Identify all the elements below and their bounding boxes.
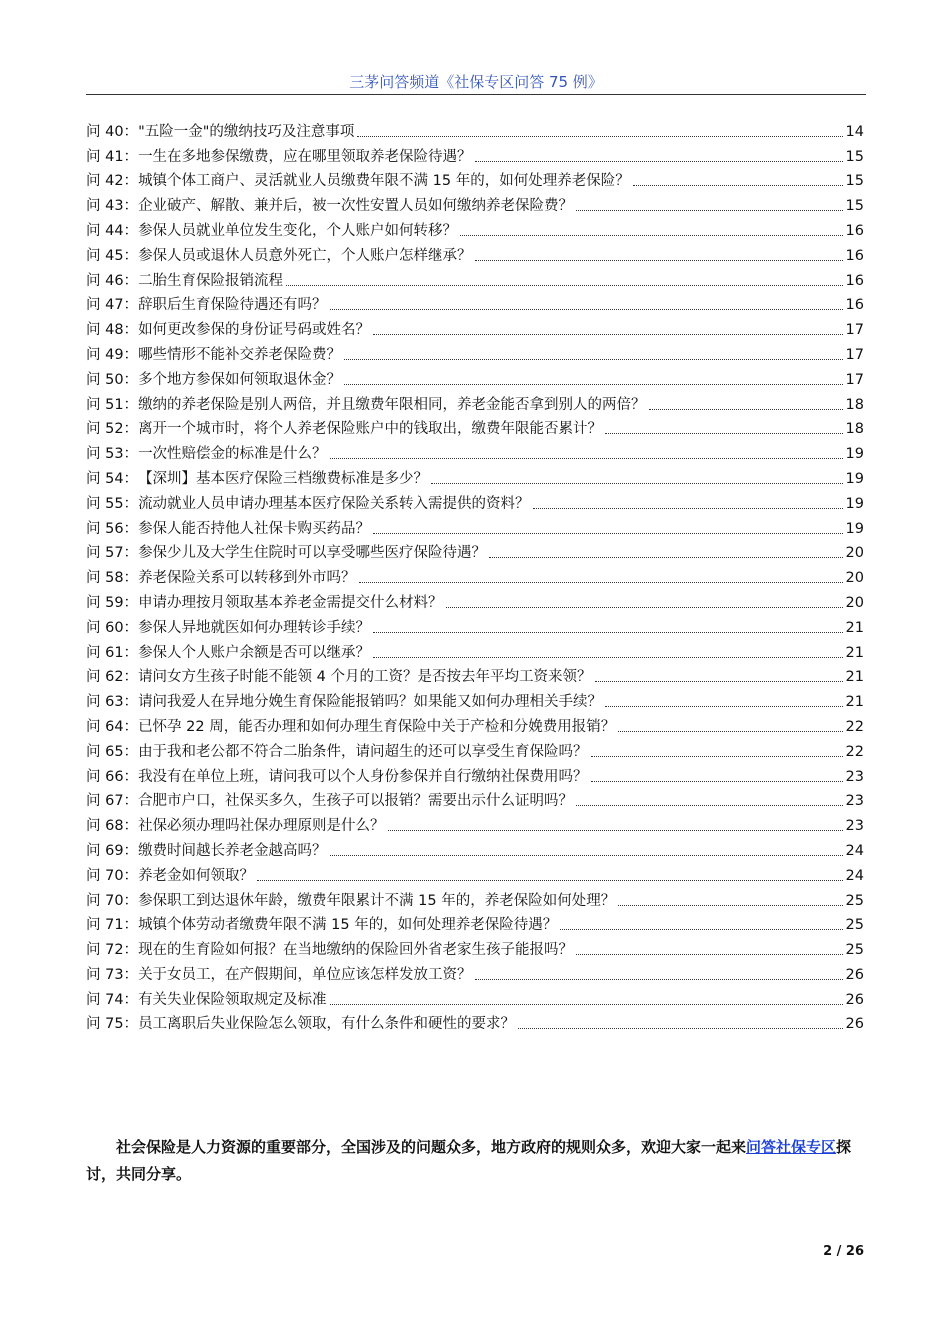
toc-entry-title: 参保少儿及大学生住院时可以享受哪些医疗保险待遇？ <box>138 545 487 562</box>
toc-entry-page: 17 <box>845 371 864 388</box>
toc-dot-leader <box>649 409 843 410</box>
toc-dot-leader <box>475 979 843 980</box>
toc-entry[interactable] <box>86 340 864 365</box>
toc-entry-page: 19 <box>845 495 864 512</box>
toc-entry-title: 一次性赔偿金的标准是什么？ <box>138 446 327 463</box>
toc-dot-leader <box>533 508 843 509</box>
toc-entry-title: 现在的生育险如何报？在当地缴纳的保险回外省老家生孩子能报吗？ <box>138 942 574 959</box>
toc-entry[interactable] <box>86 365 864 390</box>
toc-dot-leader <box>446 607 843 608</box>
toc-entry[interactable] <box>86 687 864 712</box>
toc-entry-number: 问 74： <box>86 991 139 1008</box>
toc-entry-page: 21 <box>845 644 864 661</box>
toc-entry[interactable] <box>86 117 864 142</box>
toc-entry[interactable] <box>86 911 864 936</box>
toc-entry-title: 参保人个人账户余额是否可以继承？ <box>138 644 371 661</box>
toc-entry-number: 问 42： <box>86 173 139 190</box>
closing-note <box>86 1134 866 1188</box>
toc-entry[interactable] <box>86 241 864 266</box>
toc-entry[interactable] <box>86 216 864 241</box>
toc-entry-page: 22 <box>845 743 864 760</box>
toc-entry-title: 社保必须办理吗社保办理原则是什么？ <box>138 818 385 835</box>
toc-entry-page: 24 <box>845 842 864 859</box>
toc-entry-number: 问 52： <box>86 421 139 438</box>
toc-entry-title: 参保职工到达退休年龄，缴费年限累计不满 15 年的，养老保险如何处理？ <box>138 892 616 909</box>
toc-entry-page: 21 <box>845 669 864 686</box>
toc-entry-number: 问 53： <box>86 446 139 463</box>
toc-dot-leader <box>431 483 842 484</box>
table-of-contents <box>86 117 864 1034</box>
toc-entry[interactable] <box>86 985 864 1010</box>
toc-entry[interactable] <box>86 836 864 861</box>
toc-entry-page: 23 <box>845 793 864 810</box>
toc-entry-number: 问 56： <box>86 520 139 537</box>
toc-entry-page: 21 <box>845 619 864 636</box>
toc-entry-title: 员工离职后失业保险怎么领取，有什么条件和硬性的要求？ <box>138 1016 516 1033</box>
toc-entry-page: 21 <box>845 694 864 711</box>
toc-entry-page: 19 <box>845 520 864 537</box>
toc-entry[interactable] <box>86 861 864 886</box>
toc-entry[interactable] <box>86 439 864 464</box>
toc-entry-number: 问 75： <box>86 1016 139 1033</box>
toc-entry-title: 参保人异地就医如何办理转诊手续？ <box>138 619 371 636</box>
toc-entry-number: 问 73： <box>86 966 139 983</box>
toc-entry-title: 有关失业保险领取规定及标准 <box>138 991 327 1008</box>
toc-entry-title: 企业破产、解散、兼并后，被一次性安置人员如何缴纳养老保险费？ <box>138 198 574 215</box>
closing-note-text-after: 探讨，共同分享。 <box>86 1138 852 1183</box>
toc-dot-leader <box>475 161 843 162</box>
toc-entry-page: 26 <box>845 1016 864 1033</box>
toc-entry-number: 问 67： <box>86 793 139 810</box>
toc-dot-leader <box>359 582 843 583</box>
page-header-title: 三茅问答频道《社保专区问答 75 例》 <box>349 73 603 91</box>
toc-entry-number: 问 40： <box>86 123 139 140</box>
toc-dot-leader <box>595 681 843 682</box>
toc-dot-leader <box>591 756 843 757</box>
toc-entry-number: 问 50： <box>86 371 139 388</box>
toc-entry[interactable] <box>86 142 864 167</box>
toc-entry-page: 18 <box>845 421 864 438</box>
toc-entry-page: 24 <box>845 867 864 884</box>
toc-entry[interactable] <box>86 811 864 836</box>
toc-entry-title: 参保人员就业单位发生变化，个人账户如何转移？ <box>138 222 458 239</box>
toc-entry-number: 问 41： <box>86 148 139 165</box>
toc-entry-page: 19 <box>845 470 864 487</box>
toc-entry-title: 养老保险关系可以转移到外市吗？ <box>138 570 356 587</box>
toc-entry[interactable] <box>86 737 864 762</box>
toc-entry-number: 问 47： <box>86 297 139 314</box>
toc-entry-number: 问 49： <box>86 346 139 363</box>
toc-entry-number: 问 65： <box>86 743 139 760</box>
toc-entry-page: 22 <box>845 718 864 735</box>
toc-entry-title: 我没有在单位上班，请问我可以个人身份参保并自行缴纳社保费用吗？ <box>138 768 588 785</box>
toc-entry-number: 问 70： <box>86 892 139 909</box>
toc-dot-leader <box>330 309 843 310</box>
toc-entry-title: 养老金如何领取？ <box>138 867 255 884</box>
toc-entry[interactable] <box>86 315 864 340</box>
toc-entry[interactable] <box>86 886 864 911</box>
toc-entry-title: 已怀孕 22 周，能否办理和如何办理生育保险中关于产检和分娩费用报销？ <box>138 718 616 735</box>
toc-entry-page: 23 <box>845 818 864 835</box>
toc-dot-leader <box>576 954 842 955</box>
toc-entry-number: 问 64： <box>86 718 139 735</box>
toc-entry-number: 问 66： <box>86 768 139 785</box>
toc-dot-leader <box>489 557 842 558</box>
toc-entry-title: 缴费时间越长养老金越高吗？ <box>138 842 327 859</box>
toc-entry-title: 参保人员或退休人员意外死亡，个人账户怎样继承？ <box>138 247 472 264</box>
toc-entry-number: 问 69： <box>86 842 139 859</box>
toc-entry[interactable] <box>86 588 864 613</box>
toc-entry-number: 问 68： <box>86 818 139 835</box>
toc-entry-number: 问 57： <box>86 545 139 562</box>
toc-dot-leader <box>633 185 843 186</box>
toc-entry[interactable] <box>86 712 864 737</box>
toc-entry-title: 如何更改参保的身份证号码或姓名？ <box>138 322 371 339</box>
toc-entry-title: 多个地方参保如何领取退休金？ <box>138 371 342 388</box>
toc-entry-number: 问 51： <box>86 396 139 413</box>
toc-entry-number: 问 44： <box>86 222 139 239</box>
toc-entry[interactable] <box>86 464 864 489</box>
toc-entry-number: 问 45： <box>86 247 139 264</box>
toc-entry-title: 由于我和老公都不符合二胎条件，请问超生的还可以享受生育保险吗？ <box>138 743 588 760</box>
toc-entry-page: 15 <box>845 148 864 165</box>
toc-dot-leader <box>460 235 842 236</box>
toc-dot-leader <box>373 632 842 633</box>
toc-entry-page: 15 <box>845 198 864 215</box>
toc-entry-title: 合肥市户口，社保买多久，生孩子可以报销？需要出示什么证明吗？ <box>138 793 574 810</box>
toc-entry-page: 16 <box>845 247 864 264</box>
toc-entry-title: 二胎生育保险报销流程 <box>138 272 284 289</box>
toc-dot-leader <box>591 781 843 782</box>
toc-entry[interactable] <box>86 539 864 564</box>
toc-dot-leader <box>373 533 842 534</box>
toc-entry-number: 问 62： <box>86 669 139 686</box>
toc-entry-number: 问 70： <box>86 867 139 884</box>
toc-dot-leader <box>330 458 843 459</box>
toc-entry-number: 问 54： <box>86 470 139 487</box>
toc-entry-number: 问 71： <box>86 917 139 934</box>
toc-entry-title: 流动就业人员申请办理基本医疗保险关系转入需提供的资料？ <box>138 495 530 512</box>
toc-entry[interactable] <box>86 935 864 960</box>
toc-entry-number: 问 55： <box>86 495 139 512</box>
toc-entry-title: 一生在多地参保缴费，应在哪里领取养老保险待遇？ <box>138 148 472 165</box>
toc-entry[interactable] <box>86 415 864 440</box>
toc-entry-page: 26 <box>845 966 864 983</box>
toc-entry[interactable] <box>86 762 864 787</box>
toc-entry[interactable] <box>86 960 864 985</box>
toc-entry-page: 23 <box>845 768 864 785</box>
toc-entry-title: 缴纳的养老保险是别人两倍，并且缴费年限相同，养老金能否拿到别人的两倍？ <box>138 396 646 413</box>
toc-entry[interactable] <box>86 638 864 663</box>
toc-entry-title: "五险一金"的缴纳技巧及注意事项 <box>138 123 355 140</box>
toc-entry[interactable] <box>86 266 864 291</box>
toc-entry-page: 20 <box>845 594 864 611</box>
toc-entry-number: 问 63： <box>86 694 139 711</box>
toc-entry-number: 问 72： <box>86 942 139 959</box>
toc-entry[interactable] <box>86 663 864 688</box>
toc-dot-leader <box>257 880 842 881</box>
toc-dot-leader <box>576 210 842 211</box>
toc-dot-leader <box>618 905 842 906</box>
toc-entry-page: 16 <box>845 222 864 239</box>
toc-entry-page: 19 <box>845 446 864 463</box>
toc-entry-title: 城镇个体工商户、灵活就业人员缴费年限不满 15 年的，如何处理养老保险？ <box>138 173 630 190</box>
qa-social-security-link[interactable]: 问答社保专区 <box>746 1138 837 1156</box>
toc-dot-leader <box>344 384 842 385</box>
toc-entry-page: 14 <box>845 123 864 140</box>
toc-entry-title: 【深圳】基本医疗保险三档缴费标准是多少？ <box>138 470 429 487</box>
toc-entry-number: 问 43： <box>86 198 139 215</box>
toc-entry-page: 17 <box>845 346 864 363</box>
toc-dot-leader <box>286 285 842 286</box>
toc-entry-title: 请问我爱人在异地分娩生育保险能报销吗？如果能又如何办理相关手续？ <box>138 694 603 711</box>
toc-entry-page: 16 <box>845 272 864 289</box>
toc-entry-title: 哪些情形不能补交养老保险费？ <box>138 346 342 363</box>
toc-entry-title: 辞职后生育保险待遇还有吗？ <box>138 297 327 314</box>
toc-entry-number: 问 58： <box>86 570 139 587</box>
toc-entry-title: 关于女员工，在产假期间，单位应该怎样发放工资？ <box>138 966 472 983</box>
toc-entry-page: 26 <box>845 991 864 1008</box>
toc-entry[interactable] <box>86 291 864 316</box>
toc-entry[interactable] <box>86 1010 864 1035</box>
toc-entry[interactable] <box>86 787 864 812</box>
toc-dot-leader <box>605 433 842 434</box>
toc-entry-page: 25 <box>845 917 864 934</box>
toc-dot-leader <box>605 706 842 707</box>
toc-entry-number: 问 46： <box>86 272 139 289</box>
toc-dot-leader <box>330 1004 843 1005</box>
toc-entry[interactable] <box>86 563 864 588</box>
toc-dot-leader <box>518 1028 842 1029</box>
header-divider <box>86 94 866 95</box>
closing-note-text-before: 社会保险是人力资源的重要部分，全国涉及的问题众多，地方政府的规则众多，欢迎大家一起来 <box>116 1138 747 1156</box>
toc-dot-leader <box>357 136 842 137</box>
toc-dot-leader <box>373 334 842 335</box>
toc-entry-title: 离开一个城市时，将个人养老保险账户中的钱取出，缴费年限能否累计？ <box>138 421 603 438</box>
toc-dot-leader <box>560 929 842 930</box>
toc-entry[interactable] <box>86 514 864 539</box>
toc-entry[interactable] <box>86 489 864 514</box>
toc-dot-leader <box>475 260 843 261</box>
toc-entry-page: 20 <box>845 545 864 562</box>
toc-entry-number: 问 61： <box>86 644 139 661</box>
page-number: 2 / 26 <box>823 1244 864 1259</box>
toc-entry-number: 问 48： <box>86 322 139 339</box>
toc-entry-page: 17 <box>845 322 864 339</box>
toc-entry-title: 参保人能否持他人社保卡购买药品？ <box>138 520 371 537</box>
toc-dot-leader <box>576 805 842 806</box>
toc-entry-title: 城镇个体劳动者缴费年限不满 15 年的，如何处理养老保险待遇？ <box>138 917 558 934</box>
toc-entry[interactable] <box>86 167 864 192</box>
toc-dot-leader <box>344 359 842 360</box>
toc-entry-number: 问 60： <box>86 619 139 636</box>
toc-entry-page: 15 <box>845 173 864 190</box>
toc-entry-title: 请问女方生孩子时能不能领 4 个月的工资？是否按去年平均工资来领？ <box>138 669 592 686</box>
toc-entry-page: 18 <box>845 396 864 413</box>
toc-entry-page: 25 <box>845 942 864 959</box>
toc-entry[interactable] <box>86 390 864 415</box>
toc-dot-leader <box>330 855 843 856</box>
toc-entry-page: 16 <box>845 297 864 314</box>
toc-entry-number: 问 59： <box>86 594 139 611</box>
toc-entry[interactable] <box>86 613 864 638</box>
toc-entry-page: 25 <box>845 892 864 909</box>
toc-dot-leader <box>618 731 842 732</box>
toc-dot-leader <box>373 657 842 658</box>
toc-entry-title: 申请办理按月领取基本养老金需提交什么材料？ <box>138 594 443 611</box>
toc-entry-page: 20 <box>845 570 864 587</box>
toc-entry[interactable] <box>86 191 864 216</box>
toc-dot-leader <box>388 830 843 831</box>
